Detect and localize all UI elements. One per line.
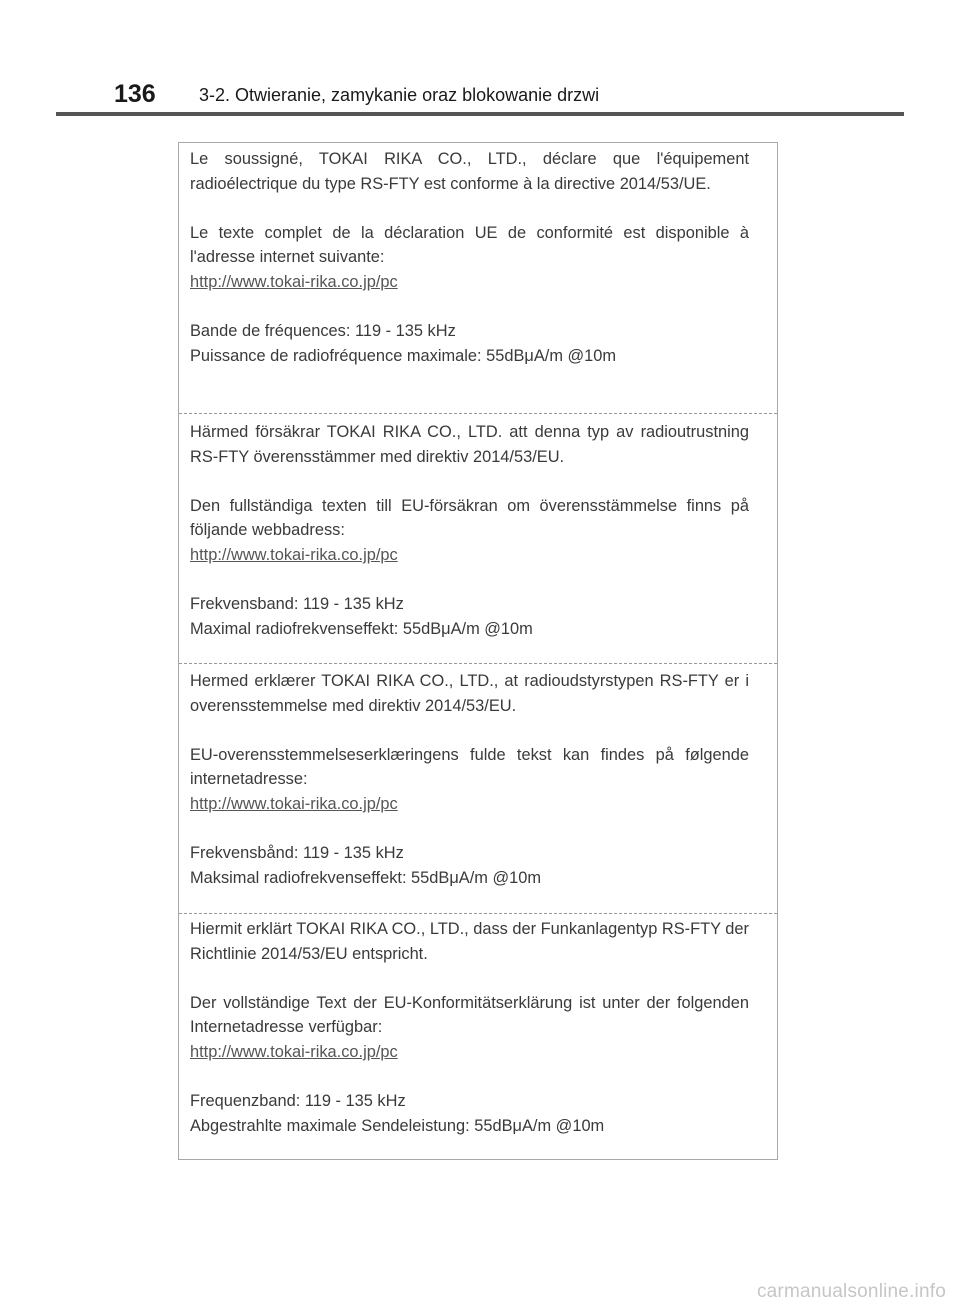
max-power: Maksimal radiofrekvenseffekt: 55dBμA/m @10m (190, 868, 541, 887)
declaration-block-de (179, 917, 777, 1138)
section-divider (179, 413, 777, 414)
section-divider (179, 663, 777, 664)
section-divider (179, 913, 777, 914)
page-number: 136 (114, 80, 156, 108)
max-power: Abgestrahlte maximale Sendeleistung: 55dBμA/m @10m (190, 1116, 605, 1135)
declaration-statement: Hermed erklærer TOKAI RIKA CO., LTD., at radioudstyrstypen RS-FTY er i overensstemmelse med direktiv 2014/53/EU. (190, 672, 749, 715)
declaration-statement: Le soussigné, TOKAI RIKA CO., LTD., déclare que l'équipement radioélectrique du type RS-FTY est conforme à la directive 2014/53/UE. (190, 150, 749, 193)
declaration-availability: Der vollständige Text der EU-Konformitätserklärung ist unter der folgenden Internetadresse verfügbar: (190, 993, 749, 1037)
declaration-block-sv (179, 420, 777, 641)
declaration-statement: Hiermit erklärt TOKAI RIKA CO., LTD., dass der Funkanlagentyp RS-FTY der Richtlinie 2014/53/EU entspricht. (190, 920, 749, 963)
max-power: Puissance de radiofréquence maximale: 55dBμA/m @10m (190, 346, 617, 365)
section-title: 3-2. Otwieranie, zamykanie oraz blokowanie drzwi (199, 85, 600, 105)
page-header (0, 0, 960, 116)
frequency-band: Bande de fréquences: 119 - 135 kHz (190, 322, 456, 341)
max-power: Maximal radiofrekvenseffekt: 55dBμA/m @10m (190, 619, 533, 638)
frequency-band: Frequenzband: 119 - 135 kHz (190, 1092, 406, 1111)
declaration-statement: Härmed försäkrar TOKAI RIKA CO., LTD. att denna typ av radioutrustning RS-FTY överensstämmer med direktiv 2014/53/EU. (190, 423, 749, 466)
header-rule (56, 112, 904, 116)
declaration-url-link[interactable]: http://www.tokai-rika.co.jp/pc (190, 794, 398, 813)
frequency-band: Frekvensbånd: 119 - 135 kHz (190, 844, 404, 863)
declaration-availability: Le texte complet de la déclaration UE de conformité est disponible à l'adresse internet suivante: (190, 223, 749, 267)
declaration-url-link[interactable]: http://www.tokai-rika.co.jp/pc (190, 545, 398, 564)
declaration-block-da (179, 669, 777, 890)
declaration-block-fr (179, 147, 777, 368)
watermark-text: carmanualsonline.info (756, 1281, 946, 1302)
declaration-availability: EU-overensstemmelseserklæringens fulde tekst kan findes på følgende internetadresse: (190, 745, 749, 789)
declaration-box (178, 142, 778, 1160)
frequency-band: Frekvensband: 119 - 135 kHz (190, 595, 404, 614)
declaration-url-link[interactable]: http://www.tokai-rika.co.jp/pc (190, 272, 398, 291)
declaration-availability: Den fullständiga texten till EU-försäkran om överensstämmelse finns på följande webbadress: (190, 496, 749, 540)
declaration-url-link[interactable]: http://www.tokai-rika.co.jp/pc (190, 1042, 398, 1061)
